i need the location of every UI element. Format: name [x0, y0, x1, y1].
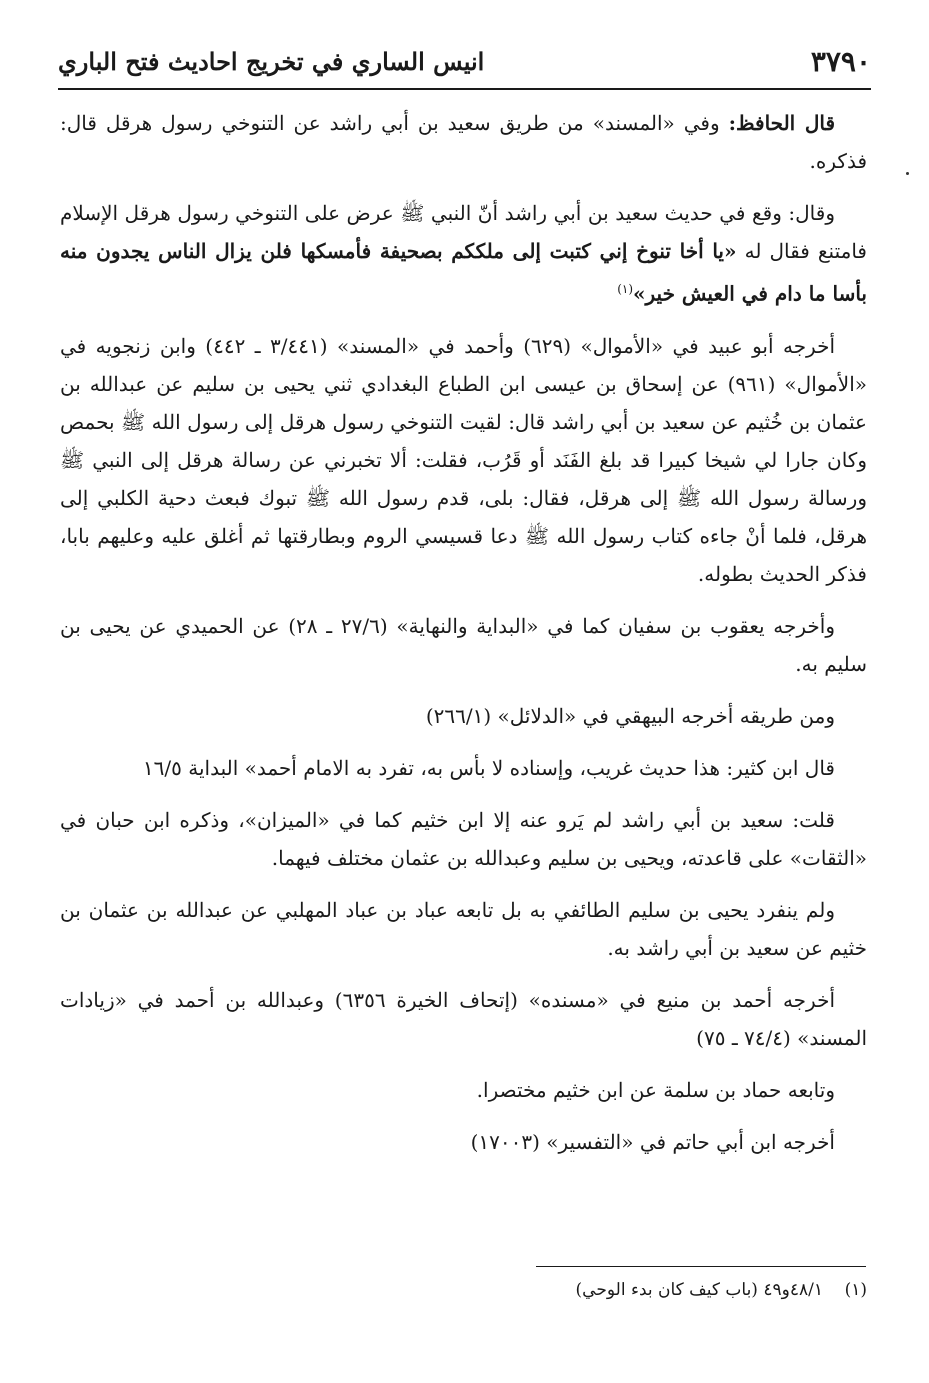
paragraph-ibn-mani [60, 981, 867, 1057]
paragraph-ibn-abi-hatim [60, 1123, 867, 1161]
paragraph-text: قلت: سعيد بن أبي راشد لم يَرو عنه إلا ابن خثيم كما في «الميزان»، وذكره ابن حبان في «الثقات» على قاعدته، ويحيى بن سليم وعبدالله بن عثمان مختلف فيهما. [60, 807, 867, 870]
paragraph-ibn-kathir [60, 749, 867, 787]
footnote-ref[interactable]: (١) [617, 282, 634, 296]
paragraph-yaqub [60, 607, 867, 683]
paragraph-text: أخرجه أبو عبيد في «الأموال» (٦٢٩) وأحمد في «المسند» (٣/٤٤١ ـ ٤٤٢) وابن زنجويه في «الأموال» (٩٦١) عن إسحاق بن عيسى ابن الطباع البغدادي ثني يحيى بن سليم عن عبدالله بن عثمان بن خُثيم عن سعيد بن أبي راشد قال: لقيت التنوخي رسول هرقل إلى رسول الله ﷺ بحمص وكان جارا لي شيخا كبيرا قد بلغ الفَنَد أو قَرُب، فقلت: ألا تخبرني عن رسالة هرقل إلى النبي ﷺ ورسالة رسول الله ﷺ إلى هرقل، فقال: بلى، قدم رسول الله ﷺ تبوك فبعث دحية الكلبي إلى هرقل، فلما أنْ جاءه كتاب رسول الله ﷺ دعا قسيسي الروم وبطارقتها ثم أغلق عليه وعليهم بابا، فذكر الحديث بطوله. [60, 333, 867, 586]
paragraph-text: ولم ينفرد يحيى بن سليم الطائفي به بل تابعه عباد بن عباد المهلبي عن عبدالله بن عثمان بن خثيم عن سعيد بن أبي راشد به. [60, 897, 867, 960]
paragraph-text: وقال: وقع في حديث سعيد بن أبي راشد أنّ النبي ﷺ عرض على التنوخي رسول هرقل الإسلام فامتنع فقال له [60, 201, 867, 263]
paragraph-text: وتابعه حماد بن سلمة عن ابن خثيم مختصرا. [476, 1077, 835, 1102]
paragraph-mutaba [60, 891, 867, 967]
paragraph-bayhaqi [60, 697, 867, 735]
paragraph-text: أخرجه ابن أبي حاتم في «التفسير» (١٧٠٠٣) [470, 1129, 835, 1154]
paragraph-takhrij [60, 327, 867, 593]
paragraph-text: قال ابن كثير: هذا حديث غريب، وإسناده لا بأس به، تفرد به الامام أحمد» البداية ١٦/٥ [142, 755, 835, 780]
stray-mark [906, 172, 909, 175]
paragraph-text: وفي «المسند» من طريق سعيد بن أبي راشد عن التنوخي رسول هرقل قال: فذكره. [60, 111, 867, 173]
paragraph-hammad [60, 1071, 867, 1109]
speaker-label: قال الحافظ: [728, 111, 835, 135]
main-text [60, 104, 867, 1175]
book-title: انيس الساري في تخريج احاديث فتح الباري [58, 46, 485, 76]
paragraph-hadith [60, 194, 867, 313]
header-rule [58, 88, 871, 90]
running-header [58, 38, 871, 84]
footnote-number: (١) [844, 1280, 867, 1300]
paragraph-hafiz [60, 104, 867, 180]
paragraph-text: أخرجه أحمد بن منيع في «مسنده» (إتحاف الخيرة ٦٣٥٦) وعبدالله بن أحمد في «زيادات المسند» (٧٤/٤ ـ ٧٥) [60, 987, 867, 1050]
footnote-rule [536, 1266, 866, 1267]
footnote-text: ٤٨/١و٤٩ (باب كيف كان بدء الوحي) [575, 1280, 823, 1300]
paragraph-qultu [60, 801, 867, 877]
paragraph-text: وأخرجه يعقوب بن سفيان كما في «البداية والنهاية» (٢٧/٦ ـ ٢٨) عن الحميدي عن يحيى بن سليم به. [60, 613, 867, 676]
page-number: ٣٧٩٠ [810, 44, 871, 78]
hadith-quote: «يا أخا تنوخ إني كتبت إلى ملككم بصحيفة فأمسكها فلن يزال الناس يجدون منه بأسا ما دام في العيش خير» [60, 239, 867, 306]
footnote [576, 1280, 867, 1300]
paragraph-text: ومن طريقه أخرجه البيهقي في «الدلائل» (٢٦٦/١) [425, 703, 835, 728]
